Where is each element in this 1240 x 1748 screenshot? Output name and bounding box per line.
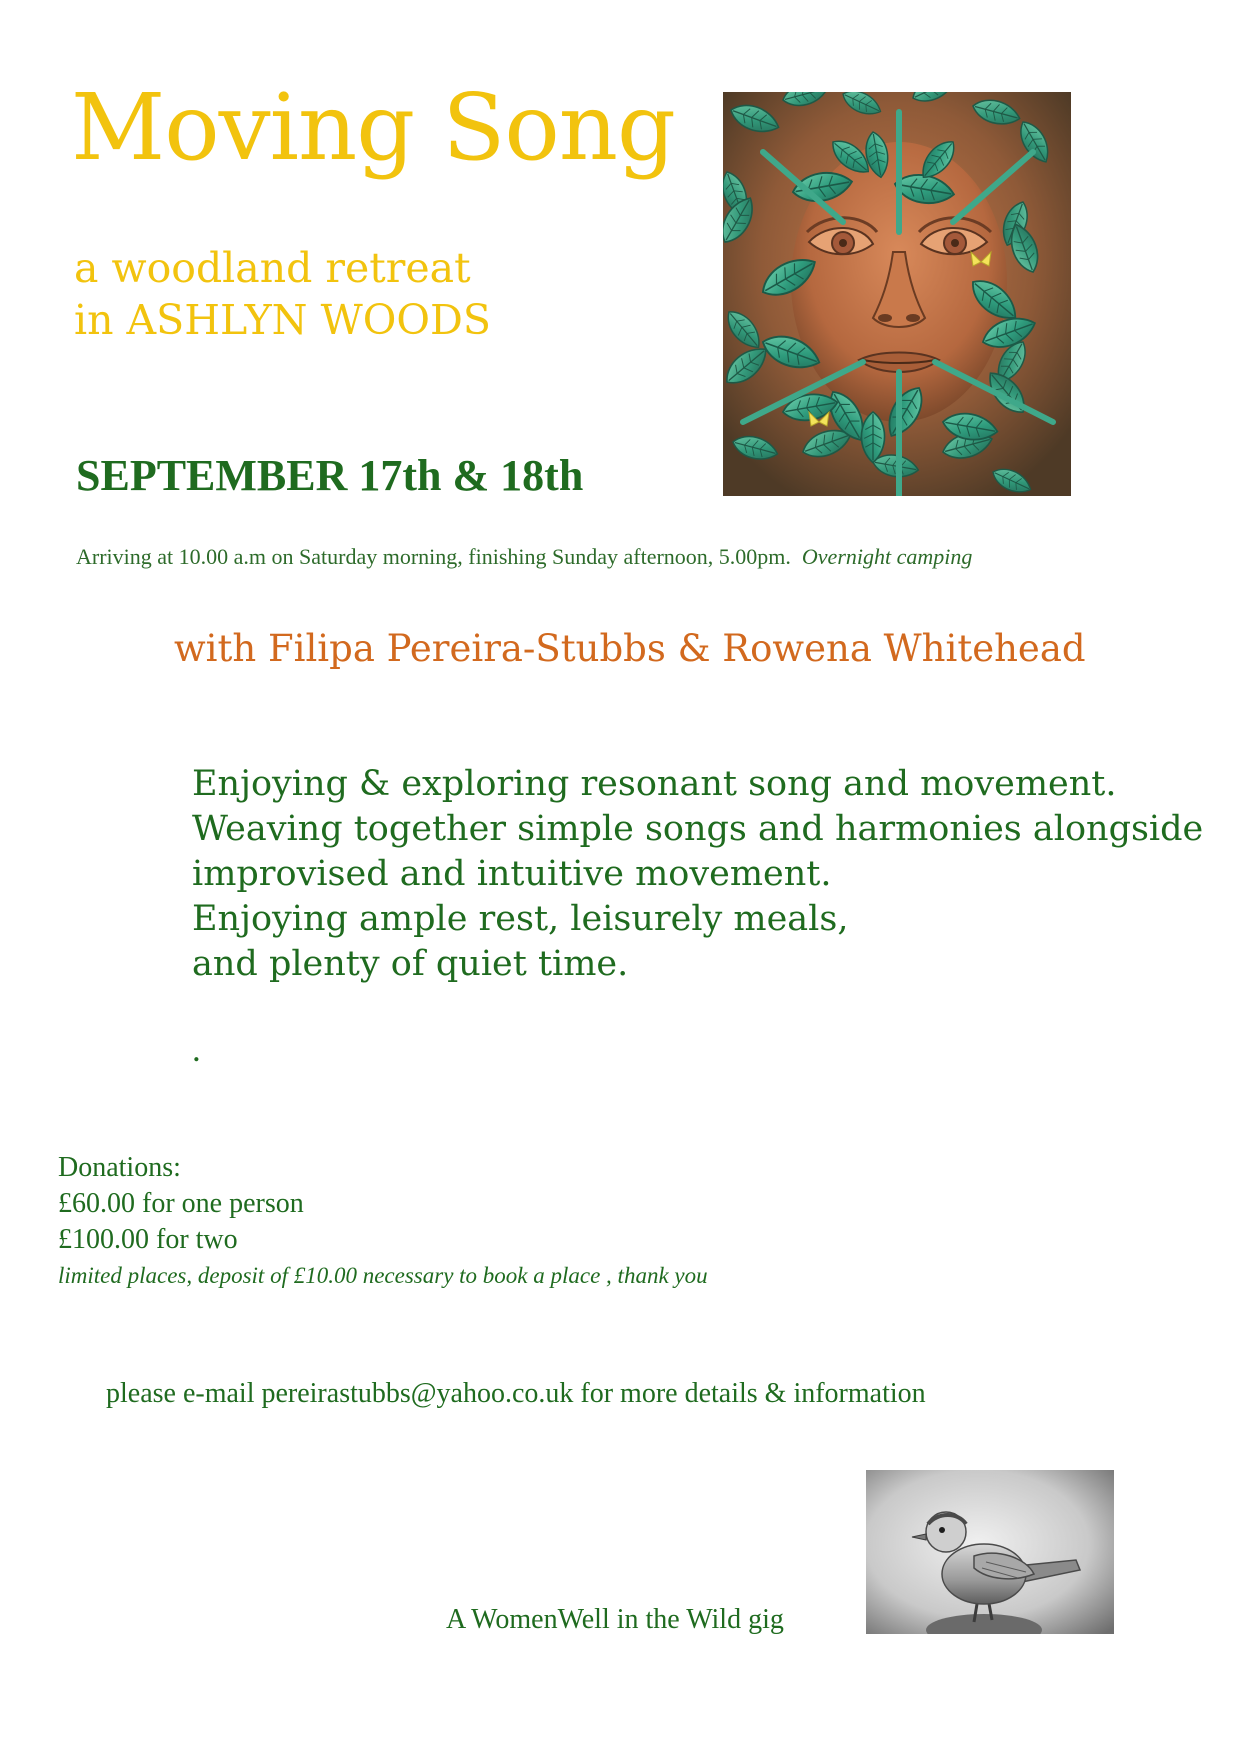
subtitle-line-2: in ASHLYN WOODS bbox=[74, 296, 491, 344]
description-line: Enjoying ample rest, leisurely meals, bbox=[192, 899, 849, 939]
description bbox=[192, 762, 1203, 987]
description-line: improvised and intuitive movement. bbox=[192, 854, 832, 894]
green-man-image bbox=[723, 92, 1071, 496]
bird-image bbox=[866, 1470, 1114, 1634]
donation-two-people: £100.00 for two bbox=[58, 1224, 238, 1255]
description-line: Enjoying & exploring resonant song and movement. bbox=[192, 764, 1117, 804]
contact-info: please e-mail pereirastubbs@yahoo.co.uk for more details & information bbox=[106, 1378, 926, 1409]
booking-note: limited places, deposit of £10.00 necessary to book a place , thank you bbox=[58, 1263, 708, 1288]
donations-heading: Donations: bbox=[58, 1152, 181, 1183]
description-line: and plenty of quiet time. bbox=[192, 944, 629, 984]
donation-one-person: £60.00 for one person bbox=[58, 1188, 304, 1219]
description-dot: . bbox=[192, 1030, 201, 1069]
subtitle-line-1: a woodland retreat bbox=[74, 244, 471, 292]
subtitle bbox=[74, 242, 491, 346]
donations bbox=[58, 1150, 304, 1258]
description-line: Weaving together simple songs and harmonies alongside bbox=[192, 809, 1204, 849]
camping-note: Overnight camping bbox=[801, 544, 973, 569]
page-title: Moving Song bbox=[71, 74, 675, 181]
arrival-text: Arriving at 10.00 a.m on Saturday morning, finishing Sunday afternoon, 5.00pm. bbox=[76, 544, 791, 569]
footer-credit: A WomenWell in the Wild gig bbox=[446, 1604, 784, 1635]
event-dates: SEPTEMBER 17th & 18th bbox=[76, 451, 584, 500]
facilitators: with Filipa Pereira-Stubbs & Rowena Whitehead bbox=[174, 627, 1086, 670]
arrival-info bbox=[76, 546, 972, 568]
